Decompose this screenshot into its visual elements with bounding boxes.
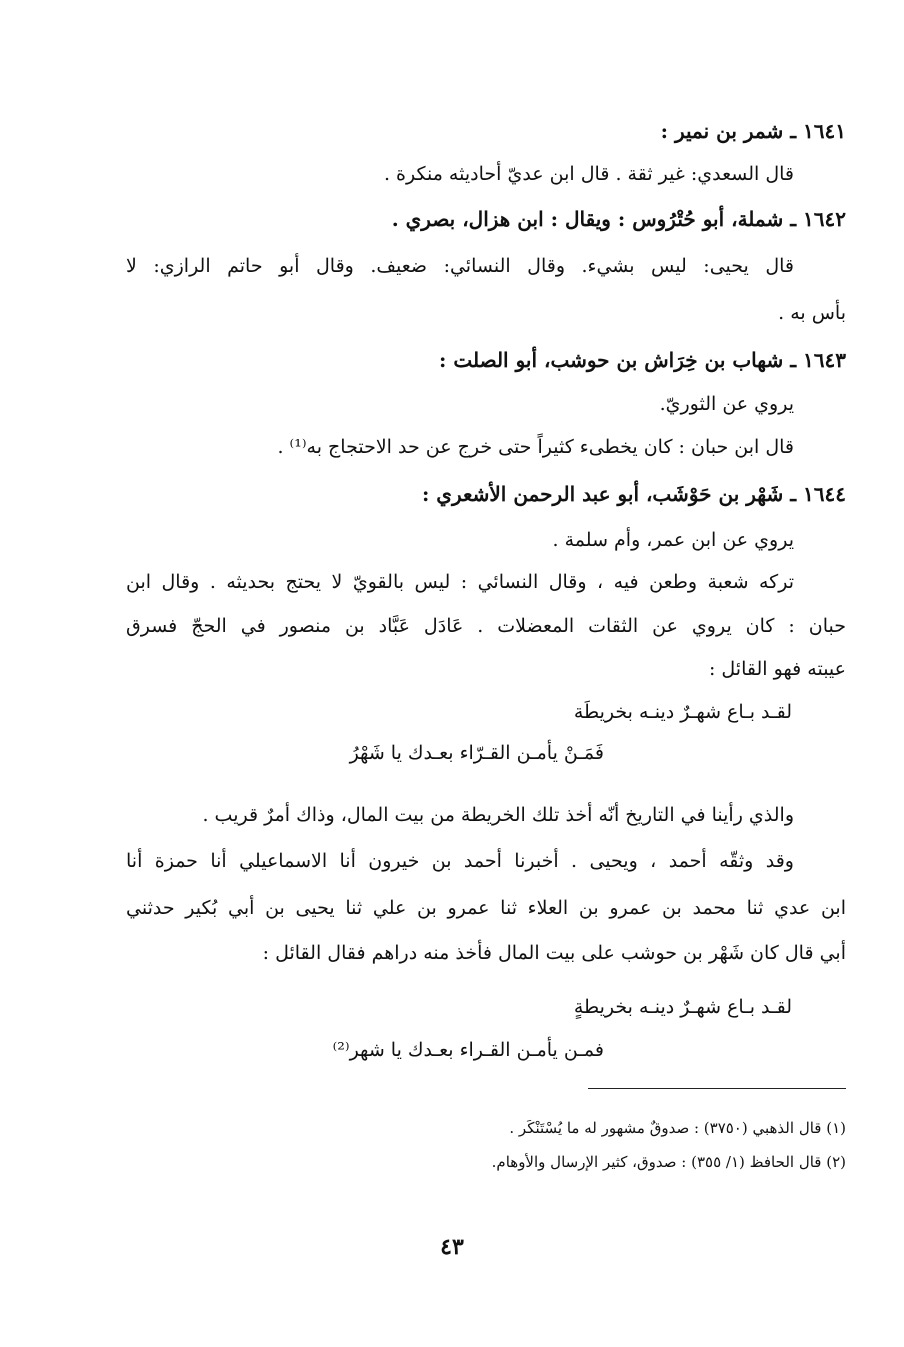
- verse-line: لقـد بـاع شهـرٌ دينـه بخريطةٍ: [573, 996, 792, 1018]
- entry-text-line: قال السعدي: غير ثقة . قال ابن عديّ أحاديثه منكرة .: [383, 163, 794, 185]
- entry-text-line: حبان : كان يروي عن الثقات المعضلات . عَادَل عَبَّاد بن منصور في الحجّ فسرق: [126, 615, 846, 637]
- entry-text-line: يروي عن الثوريّ.: [659, 393, 794, 415]
- entry-text-line: وقد وثقّه أحمد ، ويحيى . أخبرنا أحمد بن خيرون أنا الاسماعيلي أنا حمزة أنا: [126, 850, 794, 872]
- entry-text-line: بأس به .: [778, 302, 846, 324]
- footnote-2: (٢) قال الحافظ (١/ ٣٥٥) : صدوق، كثير الإرسال والأوهام.: [491, 1153, 846, 1171]
- entry-text-line: قال ابن حبان : كان يخطىء كثيراً حتى خرج عن حد الاحتجاج به⁽¹⁾ .: [277, 436, 794, 458]
- entry-text-line: يروي عن ابن عمر، وأم سلمة .: [552, 529, 794, 551]
- entry-heading-1641: ١٦٤١ ـ شمر بن نمير :: [660, 119, 846, 143]
- entry-text-line: عيبته فهو القائل :: [708, 658, 846, 680]
- entry-heading-1642: ١٦٤٢ ـ شملة، أبو حُتْرُوس : ويقال : ابن هزال، بصري .: [391, 207, 846, 231]
- page-number: ٤٣: [440, 1234, 464, 1260]
- verse-line: فمـن يأمـن القـراء بعـدك يا شهر⁽²⁾: [332, 1039, 604, 1061]
- footnote-divider: [588, 1088, 846, 1089]
- entry-text-line: والذي رأينا في التاريخ أنّه أخذ تلك الخريطة من بيت المال، وذاك أمرٌ قريب .: [202, 804, 794, 826]
- verse-line: فَمَـنْ يأمـن القـرّاء بعـدك يا شَهْرُ: [349, 742, 604, 764]
- verse-line: لقـد بـاع شهـرٌ دينـه بخريطَة: [573, 701, 792, 723]
- entry-heading-1643: ١٦٤٣ ـ شهاب بن خِرَاش بن حوشب، أبو الصلت :: [439, 348, 846, 372]
- entry-text-line: أبي قال كان شَهْر بن حوشب على بيت المال فأخذ منه دراهم فقال القائل :: [262, 942, 846, 964]
- footnote-1: (١) قال الذهبي (٣٧٥٠) : صدوقٌ مشهور له ما يُسْتَنْكَر .: [509, 1119, 846, 1137]
- entry-text-line: ابن عدي ثنا محمد بن عمرو بن العلاء ثنا عمرو بن علي ثنا يحيى بن أبي بُكير حدثني: [126, 897, 846, 919]
- entry-heading-1644: ١٦٤٤ ـ شَهْر بن حَوْشَب، أبو عبد الرحمن الأشعري :: [421, 482, 846, 506]
- entry-text-line: تركه شعبة وطعن فيه ، وقال النسائي : ليس بالقويّ لا يحتج بحديثه . وقال ابن: [126, 571, 794, 593]
- entry-text-line: قال يحيى: ليس بشيء. وقال النسائي: ضعيف. وقال أبو حاتم الرازي: لا: [126, 255, 794, 277]
